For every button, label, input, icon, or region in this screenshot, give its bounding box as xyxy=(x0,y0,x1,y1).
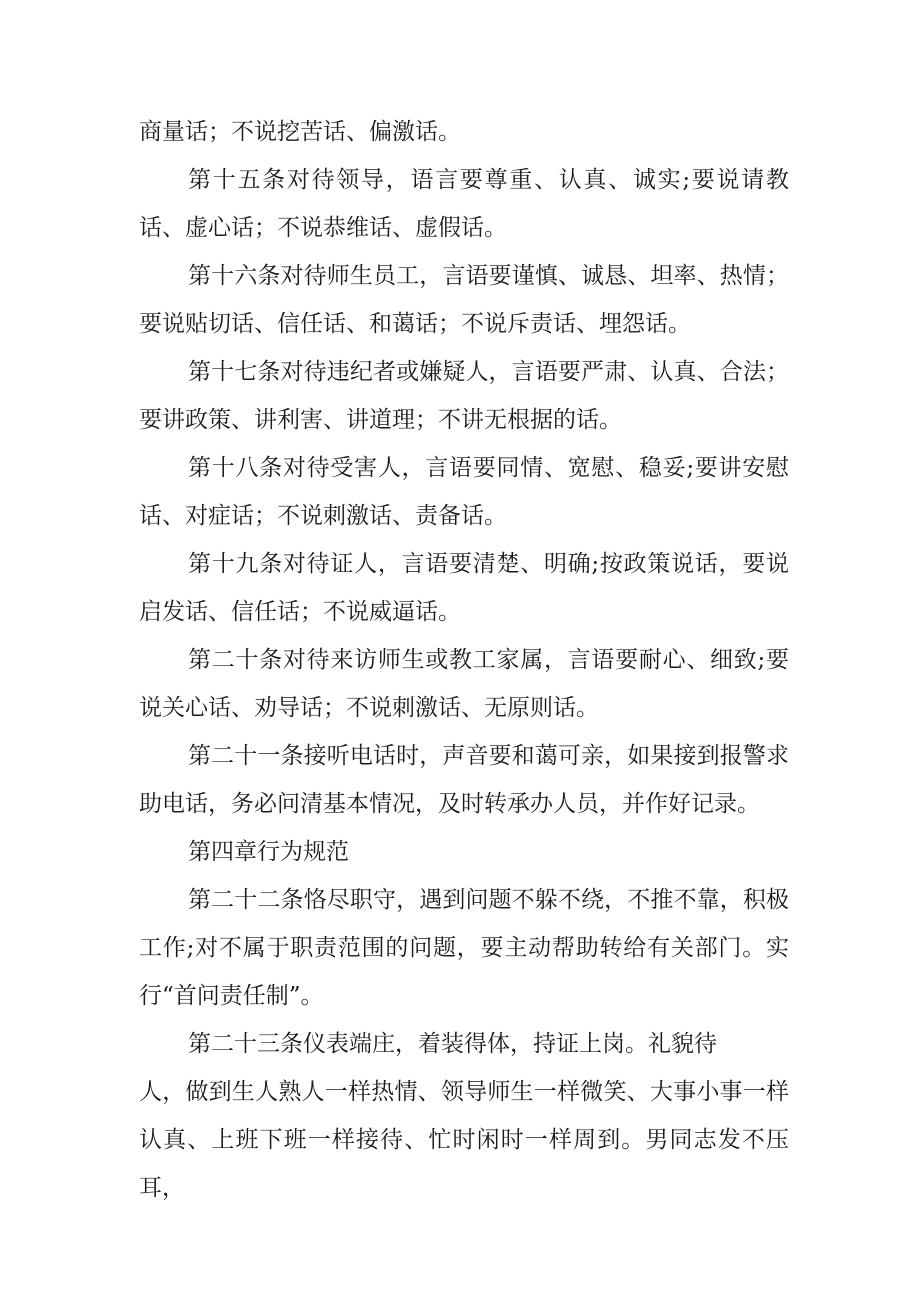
article-20: 第二十条对待来访师生或教工家属，言语要耐心、细致;要说关心话、劝导话；不说刺激话、无原则话。 xyxy=(139,647,789,721)
article-19: 第十九条对待证人，言语要清楚、明确;按政策说话，要说启发话、信任话；不说威逼话。 xyxy=(139,551,789,625)
paragraph-continuation: 商量话；不说挖苦话、偏激话。 xyxy=(139,119,461,145)
article-18: 第十八条对待受害人，言语要同情、宽慰、稳妥;要讲安慰话、对症话；不说刺激话、责备话。 xyxy=(139,455,789,529)
article-16: 第十六条对待师生员工，言语要谨慎、诚恳、坦率、热情；要说贴切话、信任话、和蔼话；不说斥责话、埋怨话。 xyxy=(139,263,789,337)
article-23-continuation: 人，做到生人熟人一样热情、领导师生一样微笑、大事小事一样认真、上班下班一样接待、忙时闲时一样周到。男同志发不压耳， xyxy=(139,1079,789,1201)
article-23 xyxy=(139,1020,789,1212)
article-15: 第十五条对待领导，语言要尊重、认真、诚实;要说请教话、虚心话；不说恭维话、虚假话。 xyxy=(139,167,789,241)
article-22: 第二十二条恪尽职守，遇到问题不躲不绕，不推不靠，积极工作;对不属于职责范围的问题，要主动帮助转给有关部门。实行“首问责任制”。 xyxy=(139,887,789,1009)
document-body xyxy=(139,108,789,1212)
article-21: 第二十一条接听电话时，声音要和蔼可亲，如果接到报警求助电话，务必问清基本情况，及时转承办人员，并作好记录。 xyxy=(139,743,789,817)
article-23-first-line: 第二十三条仪表端庄，着装得体，持证上岗。礼貌待 xyxy=(188,1031,717,1057)
article-17: 第十七条对待违纪者或嫌疑人，言语要严肃、认真、合法；要讲政策、讲利害、讲道理；不讲无根据的话。 xyxy=(139,359,789,433)
chapter-heading: 第四章行为规范 xyxy=(188,839,349,865)
